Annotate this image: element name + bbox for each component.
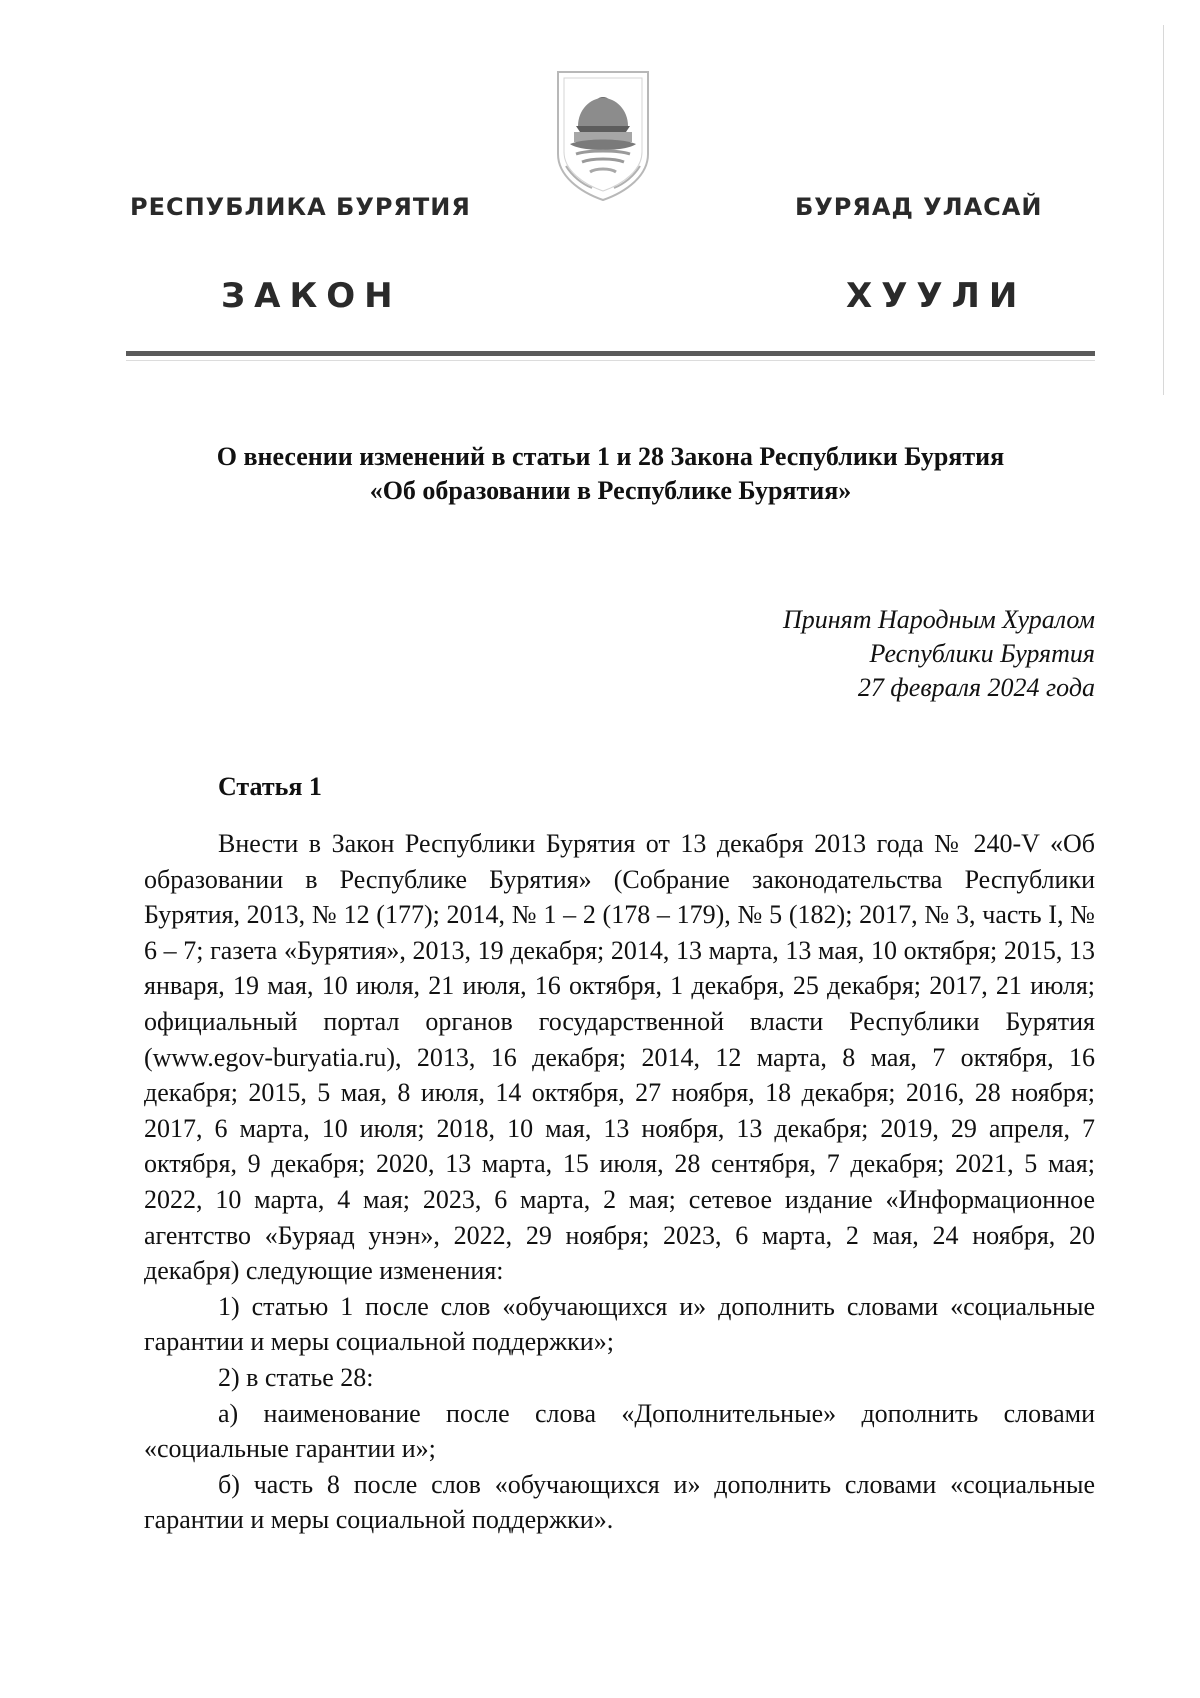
article-paragraph-intro: Внести в Закон Республики Бурятия от 13 декабря 2013 года № 240-V «Об образовании в Республике Бурятия» (Собрание законодательства Республики Бурятия, 2013, № 12 (177); 2014, № 1 – 2 (178 – 179), № 5 (182); 2017, № 3, часть I, № 6 – 7; газета «Бурятия», 2013, 19 декабря; 2014, 13 марта, 13 мая, 10 октября; 2015, 13 января, 19 мая, 10 июля, 21 июля, 16 октября, 1 декабря, 25 декабря; 2017, 21 июля; официальный портал органов государственной власти Республики Бурятия (www.egov-buryatia.ru), 2013, 16 декабря; 2014, 12 марта, 8 мая, 7 октября, 16 декабря; 2015, 5 мая, 8 июля, 14 октября, 27 ноября, 18 декабря; 2016, 28 ноября; 2017, 6 марта, 10 июля; 2018, 10 мая, 13 ноября, 13 декабря; 2019, 29 апреля, 7 октября, 9 декабря; 2020, 13 марта, 15 июля, 28 сентября, 7 декабря; 2021, 5 мая; 2022, 10 марта, 4 мая; 2023, 6 марта, 2 мая; сетевое издание «Информационное агентство «Буряад унэн», 2022, 29 ноября; 2023, 6 марта, 2 мая, 24 ноября, 20 декабря) следующие изменения: <box>144 829 1095 1286</box>
law-title-line-2: «Об образовании в Республике Бурятия» <box>369 476 852 505</box>
adoption-note <box>600 603 1095 705</box>
article-body <box>144 826 1095 1538</box>
law-title-line-1: О внесении изменений в статьи 1 и 28 Закона Республики Бурятия <box>216 442 1005 471</box>
article-paragraph-item-2b: б) часть 8 после слов «обучающихся и» дополнить словами «социальные гарантии и меры социальной поддержки». <box>144 1469 1095 1535</box>
article-heading: Статья 1 <box>218 772 322 801</box>
header-divider <box>126 351 1095 356</box>
adoption-date: 27 февраля 2024 года <box>857 673 1095 702</box>
adoption-note-line-1: Принят Народным Хуралом <box>782 605 1095 634</box>
article-paragraph-item-2: 2) в статье 28: <box>218 1362 374 1392</box>
document-type-russian: ЗАКОН <box>221 276 402 316</box>
state-name-russian: РЕСПУБЛИКА БУРЯТИЯ <box>130 193 471 221</box>
document-type-buryat: ХУУЛИ <box>846 276 1027 316</box>
header-divider-shadow <box>126 360 1095 361</box>
article-paragraph-item-2a: а) наименование после слова «Дополнительные» дополнить словами «социальные гарантии и»; <box>144 1398 1095 1464</box>
scan-edge-line <box>1163 25 1164 395</box>
coat-of-arms-emblem <box>554 68 652 204</box>
adoption-note-line-2: Республики Бурятия <box>869 639 1095 668</box>
law-title <box>126 440 1095 508</box>
article-paragraph-item-1: 1) статью 1 после слов «обучающихся и» дополнить словами «социальные гарантии и меры социальной поддержки»; <box>144 1291 1095 1357</box>
state-name-buryat: БУРЯАД УЛАСАЙ <box>795 193 1043 221</box>
